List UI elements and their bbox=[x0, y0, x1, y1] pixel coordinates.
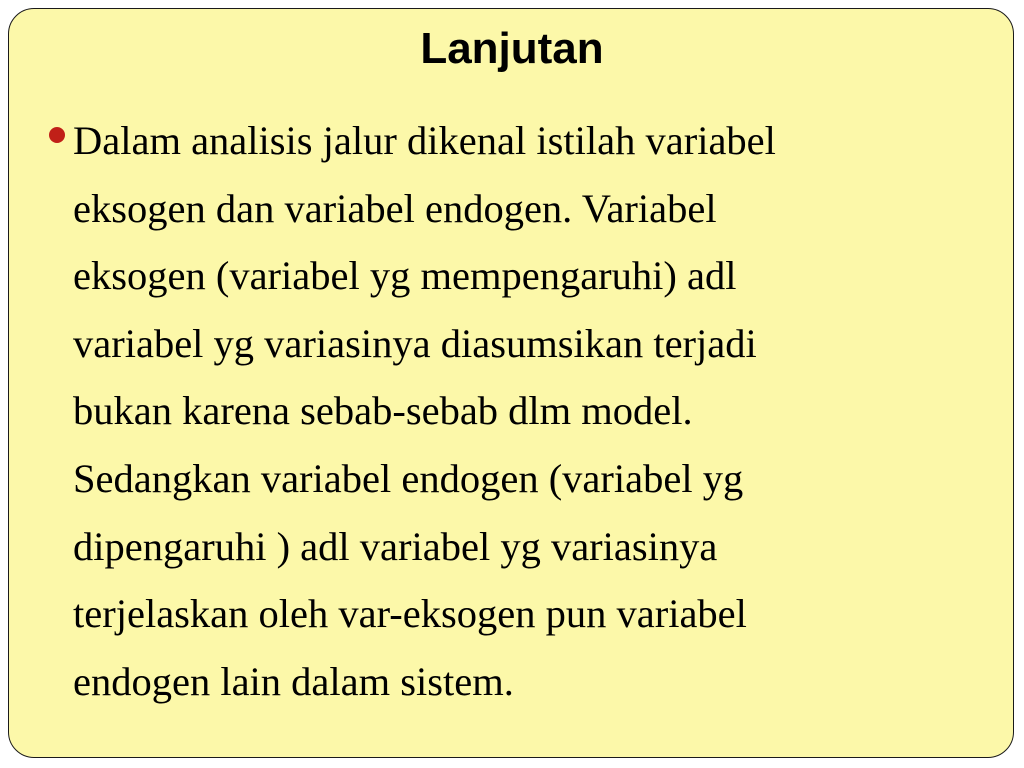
slide-panel bbox=[8, 8, 1014, 758]
bullet-paragraph bbox=[73, 107, 963, 715]
slide-title: Lanjutan bbox=[420, 24, 604, 73]
body-line: terjelaskan oleh var-eksogen pun variabel bbox=[73, 591, 747, 637]
body-line: bukan karena sebab-sebab dlm model. bbox=[73, 388, 693, 434]
body-line: Sedangkan variabel endogen (variabel yg bbox=[73, 455, 744, 501]
body-line: endogen lain dalam sistem. bbox=[73, 658, 514, 704]
body-line: variabel yg variasinya diasumsikan terjadi bbox=[73, 320, 757, 366]
bullet-dot-icon bbox=[49, 127, 65, 143]
body-line: eksogen dan variabel endogen. Variabel bbox=[73, 185, 717, 231]
body-line: dipengaruhi ) adl variabel yg variasinya bbox=[73, 523, 718, 569]
body-line: eksogen (variabel yg mempengaruhi) adl bbox=[73, 253, 737, 299]
body-line: Dalam analisis jalur dikenal istilah variabel bbox=[73, 118, 776, 163]
